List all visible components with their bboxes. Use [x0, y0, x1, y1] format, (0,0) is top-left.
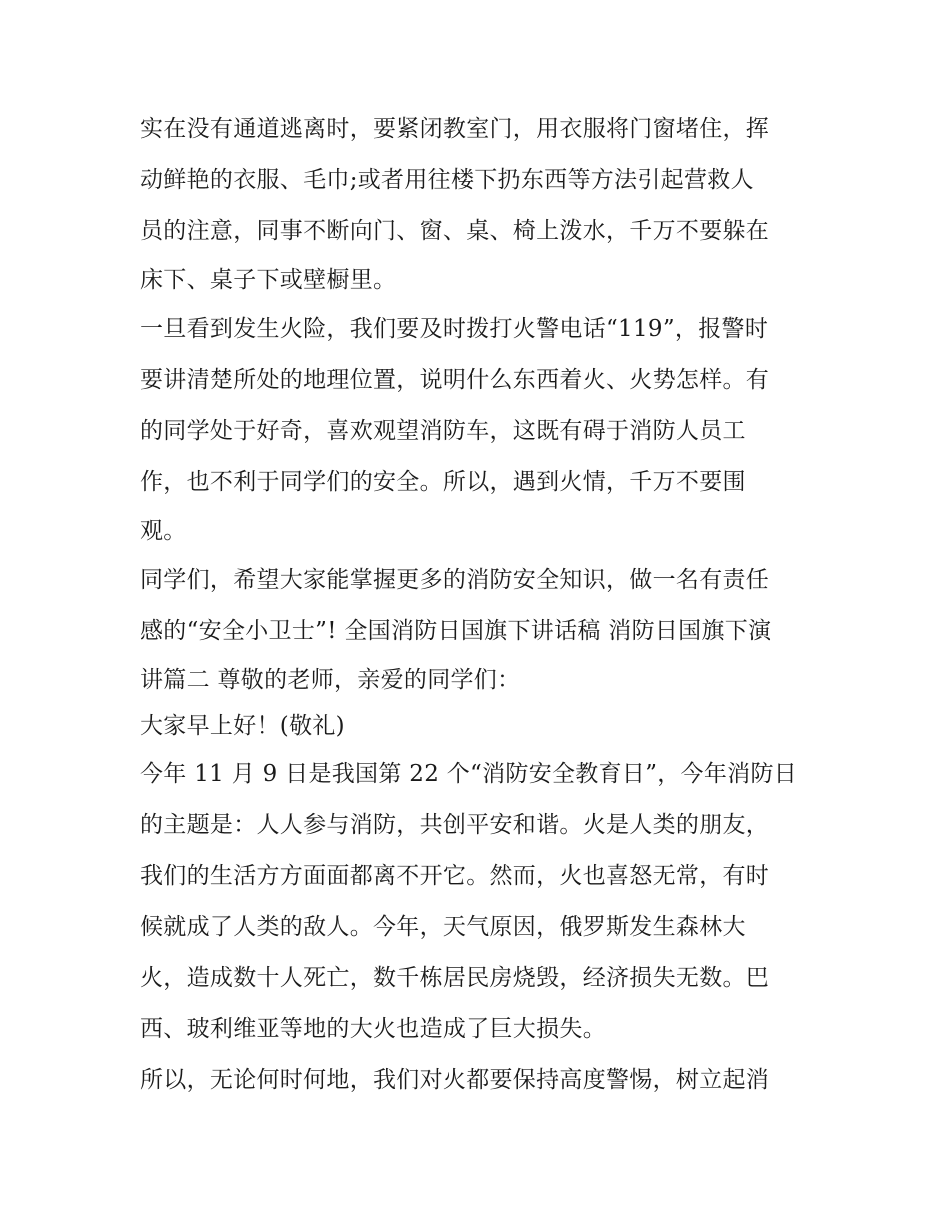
text-line: 今年 11 月 9 日是我国第 22 个“消防安全教育日”，今年消防日: [140, 761, 798, 787]
text-line: 我们的生活方方面面都离不开它。然而，火也喜怒无常，有时: [140, 863, 770, 889]
document-body: [140, 104, 820, 1106]
text-line: 所以，无论何时何地，我们对火都要保持高度警惕，树立起消: [140, 1067, 770, 1093]
text-line: 火，造成数十人死亡，数千栋居民房烧毁，经济损失无数。巴: [140, 965, 770, 991]
text-line: 实在没有通道逃离时，要紧闭教室门，用衣服将门窗堵住，挥: [140, 116, 770, 142]
text-line: 动鲜艳的衣服、毛巾;或者用往楼下扔东西等方法引起营救人: [140, 167, 754, 193]
text-line: 观。: [140, 518, 187, 544]
text-line: 感的“安全小卫士”! 全国消防日国旗下讲话稿 消防日国旗下演: [140, 618, 772, 644]
text-line: 西、玻利维亚等地的大火也造成了巨大损失。: [140, 1016, 606, 1042]
text-line: 的主题是：人人参与消防，共创平安和谐。火是人类的朋友，: [140, 812, 770, 838]
text-line: 员的注意，同事不断向门、窗、桌、椅上泼水，千万不要躲在: [140, 218, 770, 244]
text-line: 床下、桌子下或壁橱里。: [140, 267, 397, 293]
text-line: 大家早上好！(敬礼): [140, 713, 345, 739]
text-line: 作，也不利于同学们的安全。所以，遇到火情，千万不要围: [140, 469, 746, 495]
text-line: 候就成了人类的敌人。今年，天气原因，俄罗斯发生森林大: [140, 914, 746, 940]
text-line: 同学们，希望大家能掌握更多的消防安全知识，做一名有责任: [140, 567, 770, 593]
text-line: 讲篇二 尊敬的老师，亲爱的同学们：: [140, 667, 521, 693]
text-line: 一旦看到发生火险，我们要及时拨打火警电话“119”，报警时: [140, 316, 769, 342]
text-line: 要讲清楚所处的地理位置，说明什么东西着火、火势怎样。有: [140, 367, 770, 393]
text-line: 的同学处于好奇，喜欢观望消防车，这既有碍于消防人员工: [140, 418, 746, 444]
